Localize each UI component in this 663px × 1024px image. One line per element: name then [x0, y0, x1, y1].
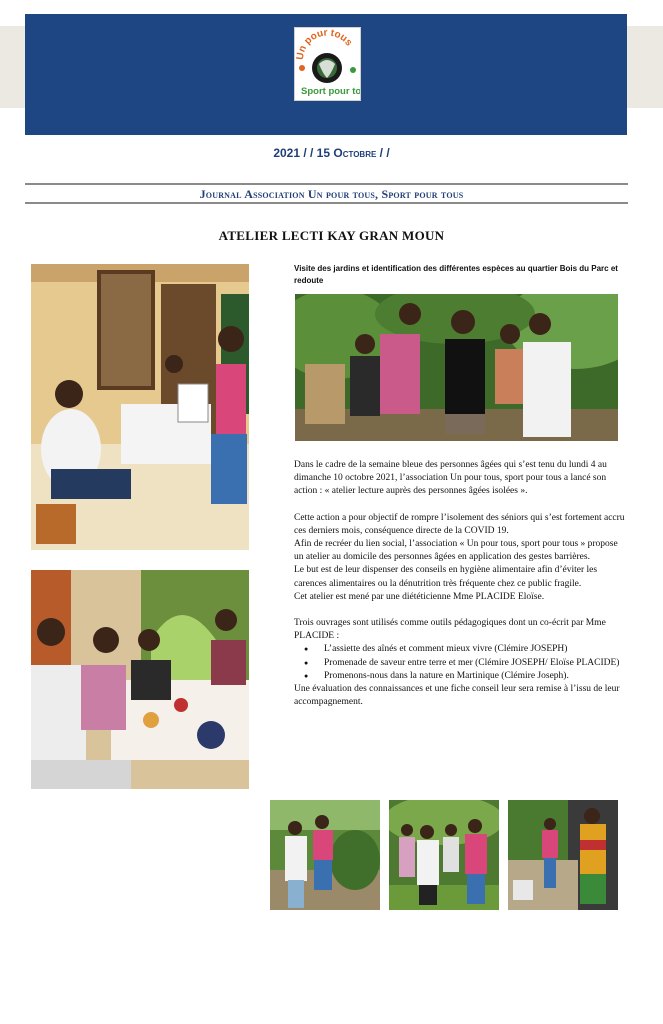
- logo-graphic: [295, 28, 360, 100]
- paragraph-objective: Cette action a pour objectif de rompre l’isolement des séniors qui s’est fortement accru ces derniers mois, conséquence directe de la COVID 19.: [294, 512, 625, 536]
- logo-text-bottom: Sport pour to: [301, 86, 360, 97]
- book-item: ● L’assiette des aînés et comment mieux vivre (Clémire JOSEPH): [316, 643, 628, 656]
- photo-garden-2: [389, 800, 499, 910]
- divider-top: [25, 183, 628, 185]
- paragraph-goal: Le but est de leur dispenser des conseils en hygiène alimentaire afin d’éviter les carences alimentaires ou la dénutrition très fréquente chez ce public fragile.: [294, 565, 598, 589]
- photo-garden-1: [270, 800, 380, 910]
- paragraph-intro: Dans le cadre de la semaine bleue des personnes âgées qui s’est tenu du lundi 4 au dimanche 10 octobre 2021, l’association Un pour tous, sport pour tous a lancé son action : « atelier lecture auprès des personnes âgées isolées ».: [294, 460, 607, 497]
- photo-garden-visit: [295, 294, 618, 441]
- photo-porch-reading: [31, 264, 249, 550]
- book-item: ● Promenade de saveur entre terre et mer (Clémire JOSEPH/ Eloïse PLACIDE): [316, 657, 628, 670]
- photo-garden-3: [508, 800, 618, 910]
- article-body: [294, 459, 628, 709]
- decorative-band-left: [0, 26, 26, 108]
- divider-bottom: [25, 202, 628, 204]
- book-item: ● Promenons-nous dans la nature en Martinique (Clémire Joseph).: [316, 670, 628, 683]
- paragraph-dietitian: Cet atelier est mené par une diététicienne Mme PLACIDE Eloïse.: [294, 591, 545, 602]
- paragraph-social-link: Afin de recréer du lien social, l’association « Un pour tous, sport pour tous » propose un atelier au domicile des personnes âgées en application des gestes barrières.: [294, 539, 618, 563]
- article-title: ATELIER LECTI KAY GRAN MOUN: [218, 228, 445, 243]
- photo-table-workshop: [31, 570, 249, 789]
- books-list: [294, 643, 628, 683]
- logo-text-top: Un pour tous: [295, 28, 355, 61]
- paragraph-evaluation: Une évaluation des connaissances et une fiche conseil leur sera remise à l’issu de leur accompagnement.: [294, 684, 620, 708]
- issue-date: 2021 / / 15 Octobre / /: [273, 146, 390, 160]
- photo-caption: Visite des jardins et identification des différentes espèces au quartier Bois du Parc et redoute: [294, 264, 618, 285]
- journal-title: Journal Association Un pour tous, Sport pour tous: [199, 187, 464, 201]
- decorative-band-right: [625, 26, 663, 108]
- paragraph-books-intro: Trois ouvrages sont utilisés comme outils pédagogiques dont un co-écrit par Mme PLACIDE :: [294, 618, 606, 642]
- association-logo: [294, 27, 361, 101]
